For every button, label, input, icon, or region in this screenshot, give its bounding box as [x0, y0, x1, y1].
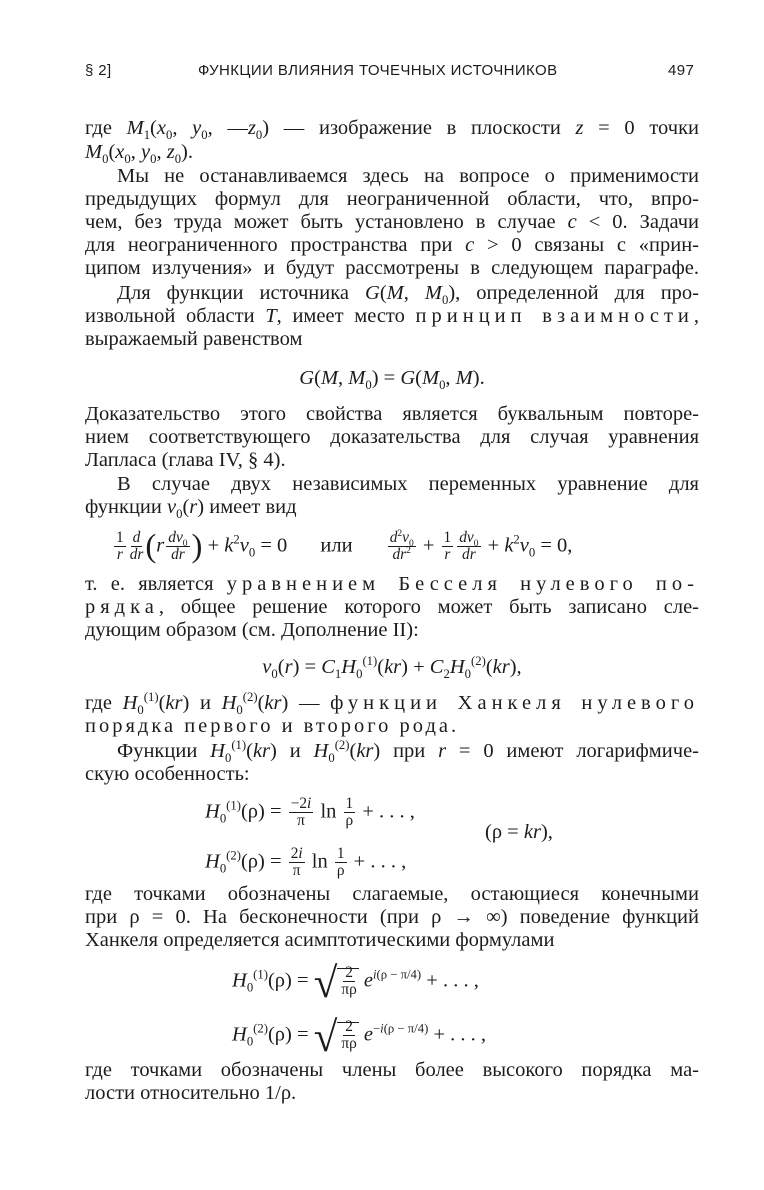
equation-general-solution: $v_0(r) = C_1H_0^{(1)}(kr) + C_2H_0^{(2)}(kr)$,	[262, 654, 522, 682]
paragraph-line: т. е. является уравнением Бесселя нулевого по-	[85, 573, 699, 595]
equation-hankel-1-asym: $H_0^{(1)}(\rho)$ = √ $\frac{2}{\pi\rho}$ $e^{i(\rho - \pi/4)}$ + . . . ,	[232, 960, 479, 1008]
paragraph-line: рядка, общее решение которого может быть записано сле-	[85, 596, 699, 618]
paragraph-line: где точками обозначены слагаемые, остающиеся конечными	[85, 883, 699, 905]
paragraph-line: где $M_1(x_0$, $y_0$, $—z_0$) — изображение в плоскости z = 0 точки	[85, 117, 700, 143]
paragraph-line: В случае двух независимых переменных уравнение для	[117, 473, 699, 495]
paragraph-line: порядка первого и второго рода.	[85, 715, 460, 737]
paragraph-line: где точками обозначены члены более высокого порядка ма-	[85, 1059, 699, 1081]
paragraph-line: Лапласа (глава IV, § 4).	[85, 449, 286, 471]
paragraph-line: дующим образом (см. Дополнение II):	[85, 619, 419, 641]
paragraph-line: где $H_0^{(1)}(kr)$ и $H_0^{(2)}(kr)$ — функции Ханкеля нулевого	[85, 690, 699, 718]
equation-reciprocity: G(M, $M_0) = G(M_0$, M).	[299, 367, 485, 393]
paragraph-line: Для функции источника G(M, $M_0$), определенной для про-	[117, 282, 699, 308]
paragraph-line: чем, без труда может быть установлено в случае c < 0. Задачи	[85, 211, 700, 233]
paragraph-line: Мы не останавливаемся здесь на вопросе о применимости	[117, 165, 699, 187]
section-marker: § 2]	[85, 62, 112, 79]
equation-hankel-2-log: $H_0^{(2)}(\rho)$ = $\frac{2i}{\pi}$ ln $\frac{1}{\rho}$ + . . . ,	[205, 845, 407, 880]
paragraph-line: предыдущих формул для неограниченной области, что, впро-	[85, 188, 699, 210]
paragraph-line: Доказательство этого свойства является буквальным повторе-	[85, 403, 699, 425]
equation-rho-def: (ρ = kr),	[485, 821, 553, 843]
paragraph-line: Функции $H_0^{(1)}(kr)$ и $H_0^{(2)}(kr)$ при r = 0 имеют логарифмиче-	[117, 738, 699, 766]
page-number: 497	[668, 62, 695, 79]
equation-bessel: $\frac{1}{r}$ $\frac{d}{dr}$ (r $\frac{dv_0}{dr}$ ) + $k^2v_0 = 0$ или $\frac{d^2v_0}{dr^2}$ + $\frac{1}{r}$ $\frac{dv_0}{dr}$ + $k^2v_0 = 0$,	[116, 528, 573, 565]
paragraph-line: для неограниченного пространства при c > 0 связаны с «прин-	[85, 234, 700, 256]
equation-hankel-1-log: $H_0^{(1)}(\rho)$ = $\frac{-2i}{\pi}$ ln $\frac{1}{\rho}$ + . . . ,	[205, 795, 415, 830]
running-title: ФУНКЦИИ ВЛИЯНИЯ ТОЧЕЧНЫХ ИСТОЧНИКОВ	[198, 62, 558, 79]
equation-hankel-2-asym: $H_0^{(2)}(\rho)$ = √ $\frac{2}{\pi\rho}$ $e^{-i(\rho - \pi/4)}$ + . . . ,	[232, 1014, 486, 1062]
paragraph-line: ципом излучения» и будут рассмотрены в следующем параграфе.	[85, 257, 699, 279]
paragraph-line: извольной области T, имеет место принцип взаимности,	[85, 305, 700, 327]
paragraph-line: Ханкеля определяется асимптотическими формулами	[85, 929, 555, 951]
paragraph-line: скую особенность:	[85, 763, 250, 785]
paragraph-line: лости относительно 1/ρ.	[85, 1082, 297, 1104]
paragraph-line: функции $v_0(r)$ имеет вид	[85, 496, 297, 522]
paragraph-line: $M_0(x_0$, $y_0$, $z_0$).	[85, 141, 193, 167]
paragraph-line: нием соответствующего доказательства для случая уравнения	[85, 426, 699, 448]
paragraph-line: при ρ = 0. На бесконечности (при ρ → ∞) поведение функций	[85, 906, 699, 928]
paragraph-line: выражаемый равенством	[85, 328, 303, 350]
